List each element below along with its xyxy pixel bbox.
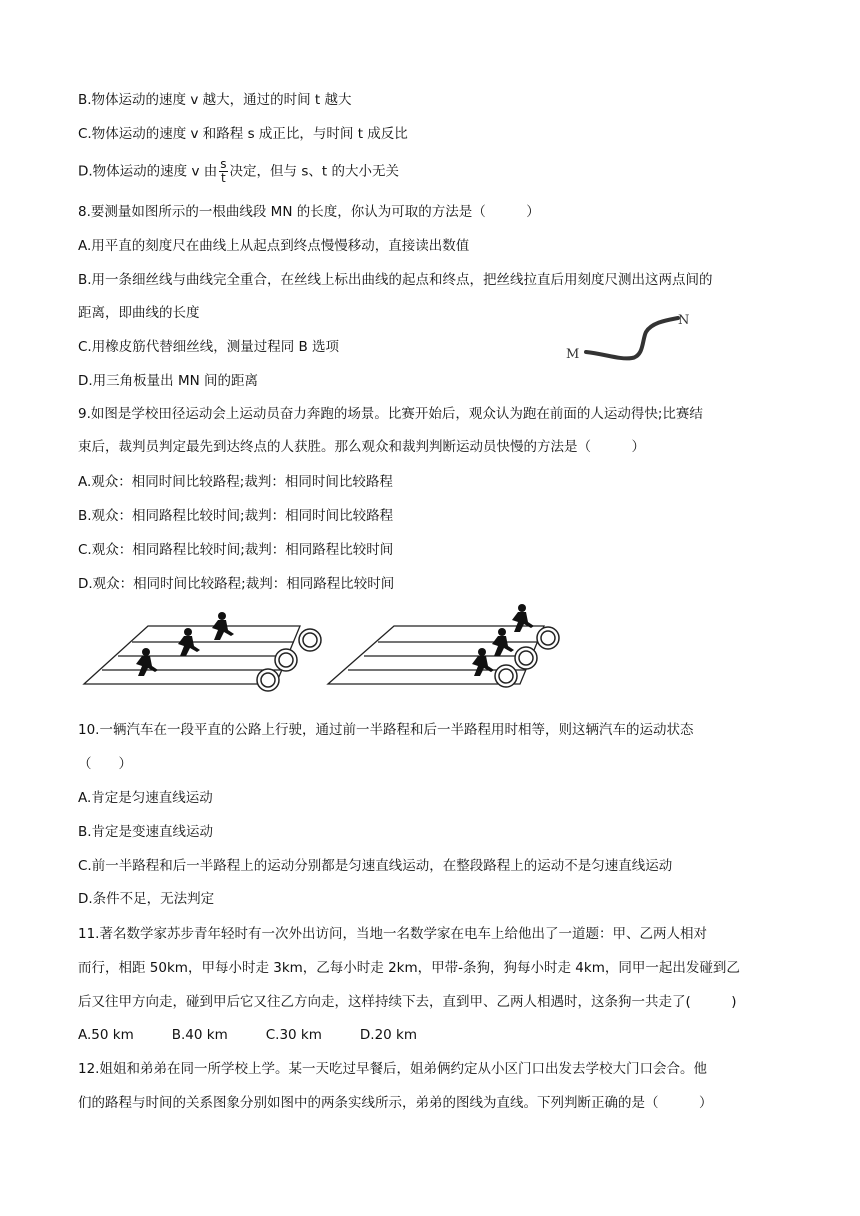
q12-stem-cont: 们的路程与时间的关系图象分别如图中的两条实线所示，弟弟的图线为直线。下列判断正确的是（ ）: [78, 1095, 713, 1111]
q7-option-d-suffix: 决定，但与 s、t 的大小无关: [229, 163, 399, 180]
label-n: N: [678, 313, 690, 328]
q7-option-c: C.物体运动的速度 v 和路程 s 成正比，与时间 t 成反比: [78, 126, 408, 142]
clocks-left: [257, 629, 321, 691]
fraction-denominator: t: [221, 171, 226, 185]
q10-stem-cont: （ ）: [78, 756, 132, 772]
q8-option-b-cont: 距离，即曲线的长度: [78, 305, 200, 321]
q11-option-c: C.30 km: [265, 1027, 322, 1043]
q11-stem-cont-1: 而行，相距 50km，甲每小时走 3km，乙每小时走 2km，甲带-条狗，狗每小时走 4km，同甲一起出发碰到乙: [78, 960, 740, 976]
q9-option-c: C.观众：相同路程比较时间;裁判：相同路程比较时间: [78, 542, 394, 558]
q11-option-a: A.50 km: [78, 1027, 134, 1043]
curve-mn-figure: [560, 308, 700, 370]
q11-stem-cont-2: 后又往甲方向走，碰到甲后它又往乙方向走，这样持续下去，直到甲、乙两人相遇时，这条狗一共走了( ): [78, 994, 737, 1010]
q11-stem: 11.著名数学家苏步青年轻时有一次外出访问，当地一名数学家在电车上给他出了一道题：甲、乙两人相对: [78, 926, 707, 942]
q7-option-b: B.物体运动的速度 v 越大，通过的时间 t 越大: [78, 92, 352, 108]
q10-option-b: B.肯定是变速直线运动: [78, 824, 214, 840]
q8-option-d: D.用三角板量出 MN 间的距离: [78, 373, 259, 389]
q8-stem: 8.要测量如图所示的一根曲线段 MN 的长度，你认为可取的方法是（ ）: [78, 204, 540, 220]
runners-left: [136, 612, 234, 676]
q10-option-d: D.条件不足，无法判定: [78, 891, 215, 907]
q11-options: [78, 1025, 455, 1045]
q11-option-d: D.20 km: [359, 1027, 418, 1043]
q7-option-d-prefix: D.物体运动的速度 v 由: [78, 163, 218, 180]
s-over-t-fraction: [219, 158, 227, 185]
q11-option-b: B.40 km: [171, 1027, 228, 1043]
fraction-numerator: s: [220, 157, 227, 171]
label-m: M: [566, 347, 580, 362]
q7-option-d: [78, 158, 399, 185]
race-figure: [78, 600, 578, 700]
q10-stem: 10.一辆汽车在一段平直的公路上行驶，通过前一半路程和后一半路程用时相等，则这辆汽车的运动状态: [78, 722, 694, 738]
q12-stem: 12.姐姐和弟弟在同一所学校上学。某一天吃过早餐后，姐弟俩约定从小区门口出发去学校大门口会合。他: [78, 1061, 707, 1077]
q9-option-b: B.观众：相同路程比较时间;裁判：相同时间比较路程: [78, 508, 394, 524]
q9-option-d: D.观众：相同时间比较路程;裁判：相同路程比较时间: [78, 576, 395, 592]
q9-option-a: A.观众：相同时间比较路程;裁判：相同时间比较路程: [78, 474, 393, 490]
q8-option-a: A.用平直的刻度尺在曲线上从起点到终点慢慢移动，直接读出数值: [78, 238, 470, 254]
q10-option-a: A.肯定是匀速直线运动: [78, 790, 213, 806]
q10-option-c: C.前一半路程和后一半路程上的运动分别都是匀速直线运动，在整段路程上的运动不是匀速直线运动: [78, 858, 673, 874]
q9-stem: 9.如图是学校田径运动会上运动员奋力奔跑的场景。比赛开始后，观众认为跑在前面的人运动得快;比赛结: [78, 406, 703, 422]
q8-option-b: B.用一条细丝线与曲线完全重合，在丝线上标出曲线的起点和终点，把丝线拉直后用刻度尺测出这两点间的: [78, 272, 713, 288]
q9-stem-cont: 束后，裁判员判定最先到达终点的人获胜。那么观众和裁判判断运动员快慢的方法是（ ）: [78, 439, 645, 455]
q8-option-c: C.用橡皮筋代替细丝线，测量过程同 B 选项: [78, 339, 340, 355]
curve-mn: [586, 318, 678, 358]
